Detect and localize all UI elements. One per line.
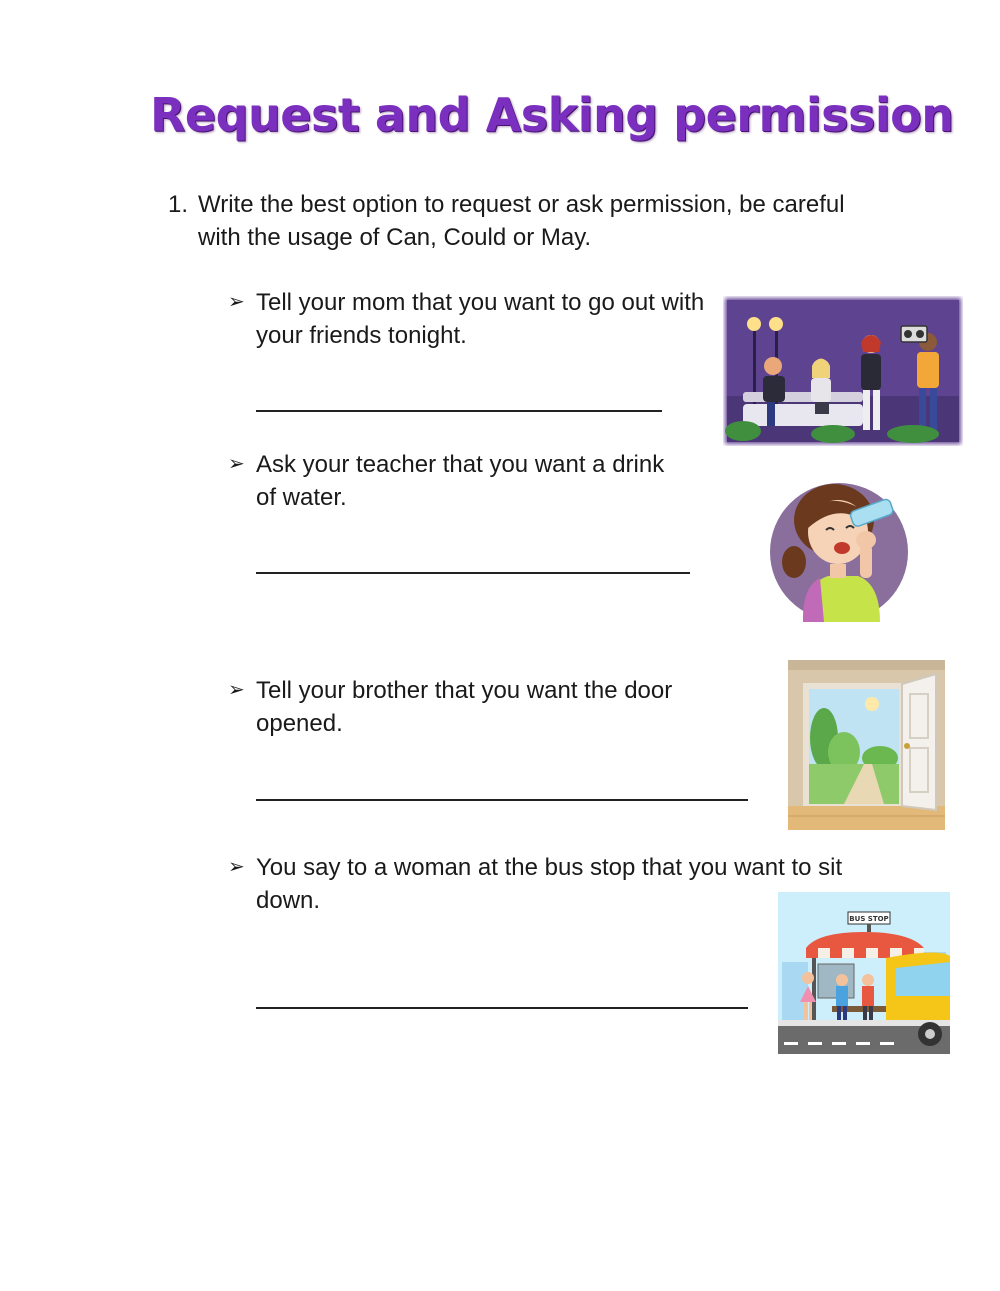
answer-line-1[interactable]	[256, 410, 662, 412]
girl-drinking-water-illustration	[768, 472, 910, 622]
instruction-number: 1.	[168, 191, 189, 218]
arrow-bullet-icon: ➢	[228, 679, 245, 701]
bus-stop-illustration	[778, 892, 950, 1054]
bus-stop-sign: BUS STOP	[849, 915, 889, 923]
answer-line-4[interactable]	[256, 1007, 748, 1009]
open-door-illustration	[788, 660, 945, 830]
arrow-bullet-icon: ➢	[228, 291, 245, 313]
question-text-2: Ask your teacher that you want a drink of water.	[256, 451, 665, 511]
answer-line-3[interactable]	[256, 799, 748, 801]
friends-night-out-illustration	[723, 296, 963, 446]
question-text-1: Tell your mom that you want to go out with your friends tonight.	[256, 289, 705, 349]
question-item-2	[228, 448, 678, 514]
arrow-bullet-icon: ➢	[228, 453, 245, 475]
question-text-4: You say to a woman at the bus stop that you want to sit down.	[256, 854, 843, 914]
question-item-1	[228, 286, 708, 352]
question-text-3: Tell your brother that you want the door opened.	[256, 677, 673, 737]
instruction	[168, 188, 848, 254]
answer-line-2[interactable]	[256, 572, 690, 574]
question-item-3	[228, 674, 738, 740]
instruction-text: Write the best option to request or ask permission, be careful with the usage of Can, Could or May.	[198, 191, 845, 251]
question-item-4	[228, 851, 848, 917]
arrow-bullet-icon: ➢	[228, 856, 245, 878]
page-title: Request and Asking permission	[150, 88, 954, 142]
